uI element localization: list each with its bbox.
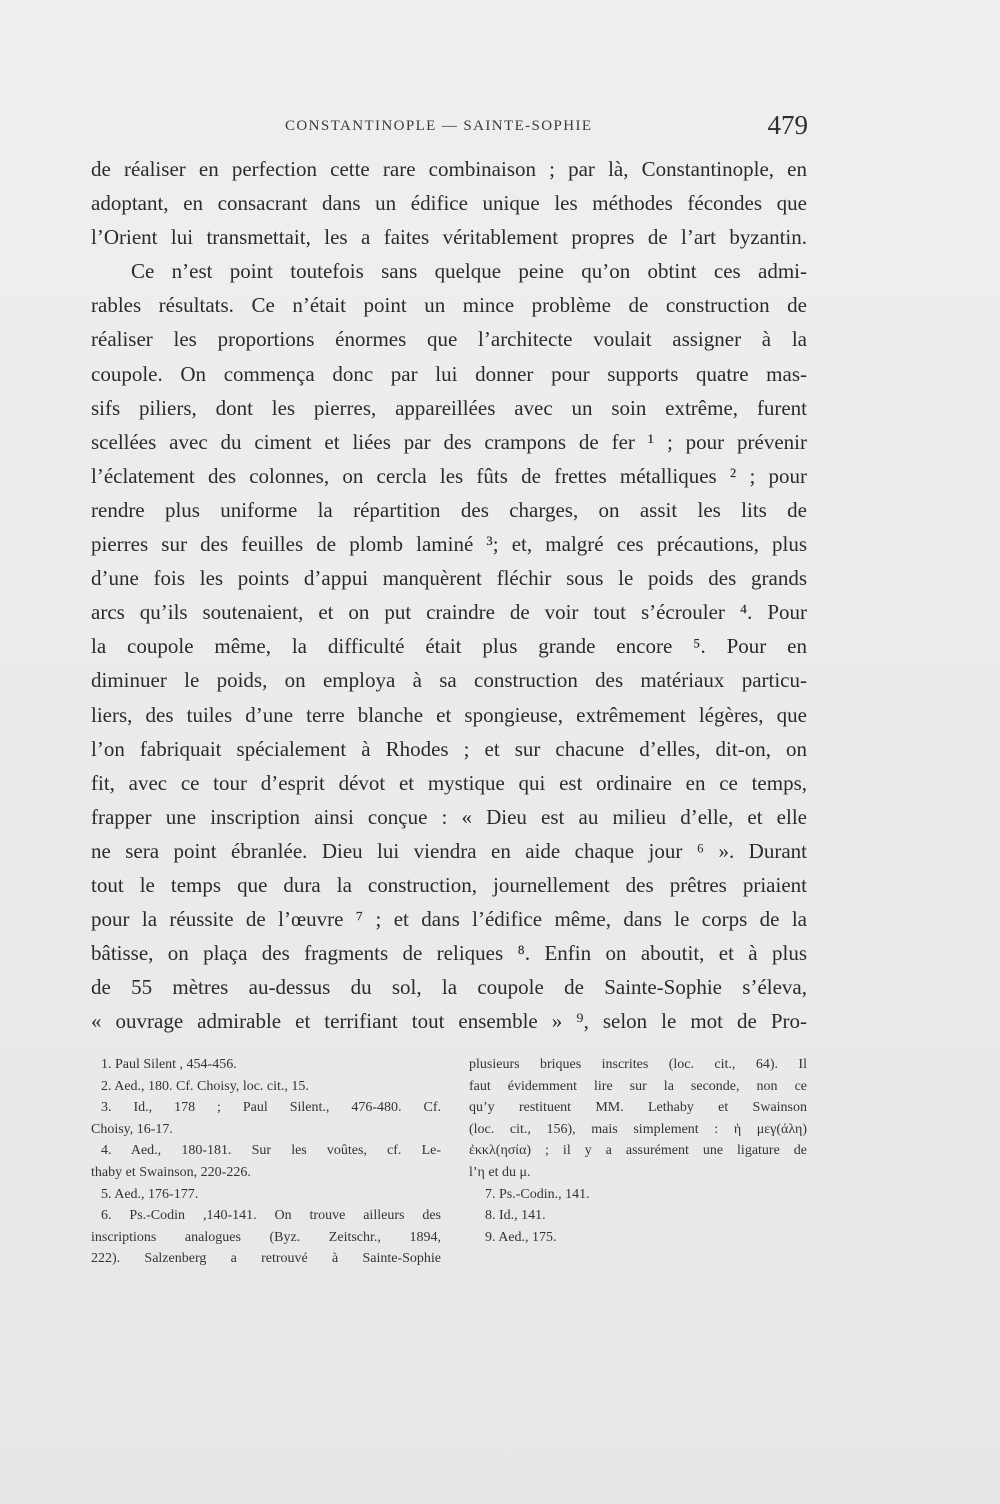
- footnote-line: Choisy, 16-17.: [91, 1121, 173, 1137]
- body-line: d’une fois les points d’appui manquèrent fléchir sous le poids des grands: [91, 566, 807, 591]
- body-line: rables résultats. Ce n’était point un mince problème de construction de: [91, 293, 807, 318]
- footnotes-right-column: [469, 1054, 807, 1248]
- footnote-line: 3. Id., 178 ; Paul Silent., 476-480. Cf.: [101, 1100, 441, 1116]
- running-title: CONSTANTINOPLE — SAINTE-SOPHIE: [285, 118, 593, 134]
- body-line: scellées avec du ciment et liées par des crampons de fer ¹ ; pour prévenir: [91, 429, 807, 454]
- body-line: « ouvrage admirable et terrifiant tout ensemble » ⁹, selon le mot de Pro-: [91, 1009, 807, 1034]
- body-line: réaliser les proportions énormes que l’architecte voulait assigner à la: [91, 327, 807, 352]
- body-line: arcs qu’ils soutenaient, et on put craindre de voir tout s’écrouler ⁴. Pour: [91, 600, 807, 625]
- footnote-line: 222). Salzenberg a retrouvé à Sainte-Sophie: [91, 1251, 441, 1267]
- body-line: tout le temps que dura la construction, journellement des prêtres priaient: [91, 872, 807, 897]
- footnotes: [91, 1054, 807, 1284]
- footnote-line: faut évidemment lire sur la seconde, non ce: [469, 1078, 807, 1094]
- body-line: la coupole même, la difficulté était plus grande encore ⁵. Pour en: [91, 634, 807, 659]
- body-line: de 55 mètres au-dessus du sol, la coupole de Sainte-Sophie s’éleva,: [91, 975, 807, 1000]
- body-text: [91, 152, 807, 1038]
- footnote-line: 8. Id., 141.: [485, 1208, 546, 1224]
- body-line: adoptant, en consacrant dans un édifice unique les méthodes fécondes que: [91, 191, 807, 216]
- footnote-line: ἐκκλ(ησία) ; il y a assurément une ligature de: [469, 1143, 807, 1159]
- footnotes-left-column: [91, 1054, 441, 1270]
- footnote-line: plusieurs briques inscrites (loc. cit., 64). Il: [469, 1057, 807, 1072]
- footnote-line: 7. Ps.-Codin., 141.: [485, 1186, 590, 1202]
- body-line: fit, avec ce tour d’esprit dévot et mystique qui est ordinaire en ce temps,: [91, 770, 807, 795]
- body-line: sifs piliers, dont les pierres, appareillées avec un soin extrême, furent: [91, 395, 807, 420]
- body-line: pierres sur des feuilles de plomb laminé ³; et, malgré ces précautions, plus: [91, 532, 807, 557]
- body-line: frapper une inscription ainsi conçue : « Dieu est au milieu d’elle, et elle: [91, 804, 807, 829]
- body-line: l’éclatement des colonnes, on cercla les fûts de frettes métalliques ² ; pour: [91, 463, 807, 488]
- body-line: pour la réussite de l’œuvre ⁷ ; et dans l’édifice même, dans le corps de la: [91, 907, 807, 932]
- footnote-line: 9. Aed., 175.: [485, 1229, 557, 1245]
- footnote-line: inscriptions analogues (Byz. Zeitschr., 1894,: [91, 1229, 441, 1245]
- body-line: l’Orient lui transmettait, les a faites véritablement propres de l’art byzantin.: [91, 225, 807, 250]
- body-line: rendre plus uniforme la répartition des charges, on assit les lits de: [91, 497, 807, 522]
- footnote-line: l’η et du μ.: [469, 1164, 531, 1180]
- body-line: diminuer le poids, on employa à sa construction des matériaux particu-: [91, 668, 807, 693]
- body-line: de réaliser en perfection cette rare combinaison ; par là, Constantinople, en: [91, 157, 807, 181]
- footnote-line: 5. Aed., 176-177.: [101, 1186, 199, 1202]
- running-head: [90, 112, 808, 148]
- body-line: coupole. On commença donc par lui donner pour supports quatre mas-: [91, 361, 807, 386]
- body-line: liers, des tuiles d’une terre blanche et spongieuse, extrêmement légères, que: [91, 702, 807, 727]
- body-line: ne sera point ébranlée. Dieu lui viendra en aide chaque jour ⁶ ». Durant: [91, 838, 807, 863]
- footnote-line: (loc. cit., 156), mais simplement : ἡ μεγ(άλη): [469, 1121, 807, 1137]
- footnote-line: 2. Aed., 180. Cf. Choisy, loc. cit., 15.: [101, 1078, 309, 1094]
- footnote-line: thaby et Swainson, 220-226.: [91, 1164, 251, 1180]
- body-line: Ce n’est point toutefois sans quelque peine qu’on obtint ces admi-: [131, 259, 807, 284]
- footnote-line: 6. Ps.-Codin ,140-141. On trouve ailleurs des: [101, 1208, 441, 1224]
- body-line: bâtisse, on plaça des fragments de reliques ⁸. Enfin on aboutit, et à plus: [91, 941, 807, 966]
- footnote-line: qu’y restituent MM. Lethaby et Swainson: [469, 1100, 807, 1116]
- footnote-line: 4. Aed., 180-181. Sur les voûtes, cf. Le-: [101, 1143, 441, 1159]
- page-number: 479: [767, 110, 808, 140]
- body-line: l’on fabriquait spécialement à Rhodes ; et sur chacune d’elles, dit-on, on: [91, 736, 807, 761]
- footnote-line: 1. Paul Silent , 454-456.: [101, 1057, 237, 1072]
